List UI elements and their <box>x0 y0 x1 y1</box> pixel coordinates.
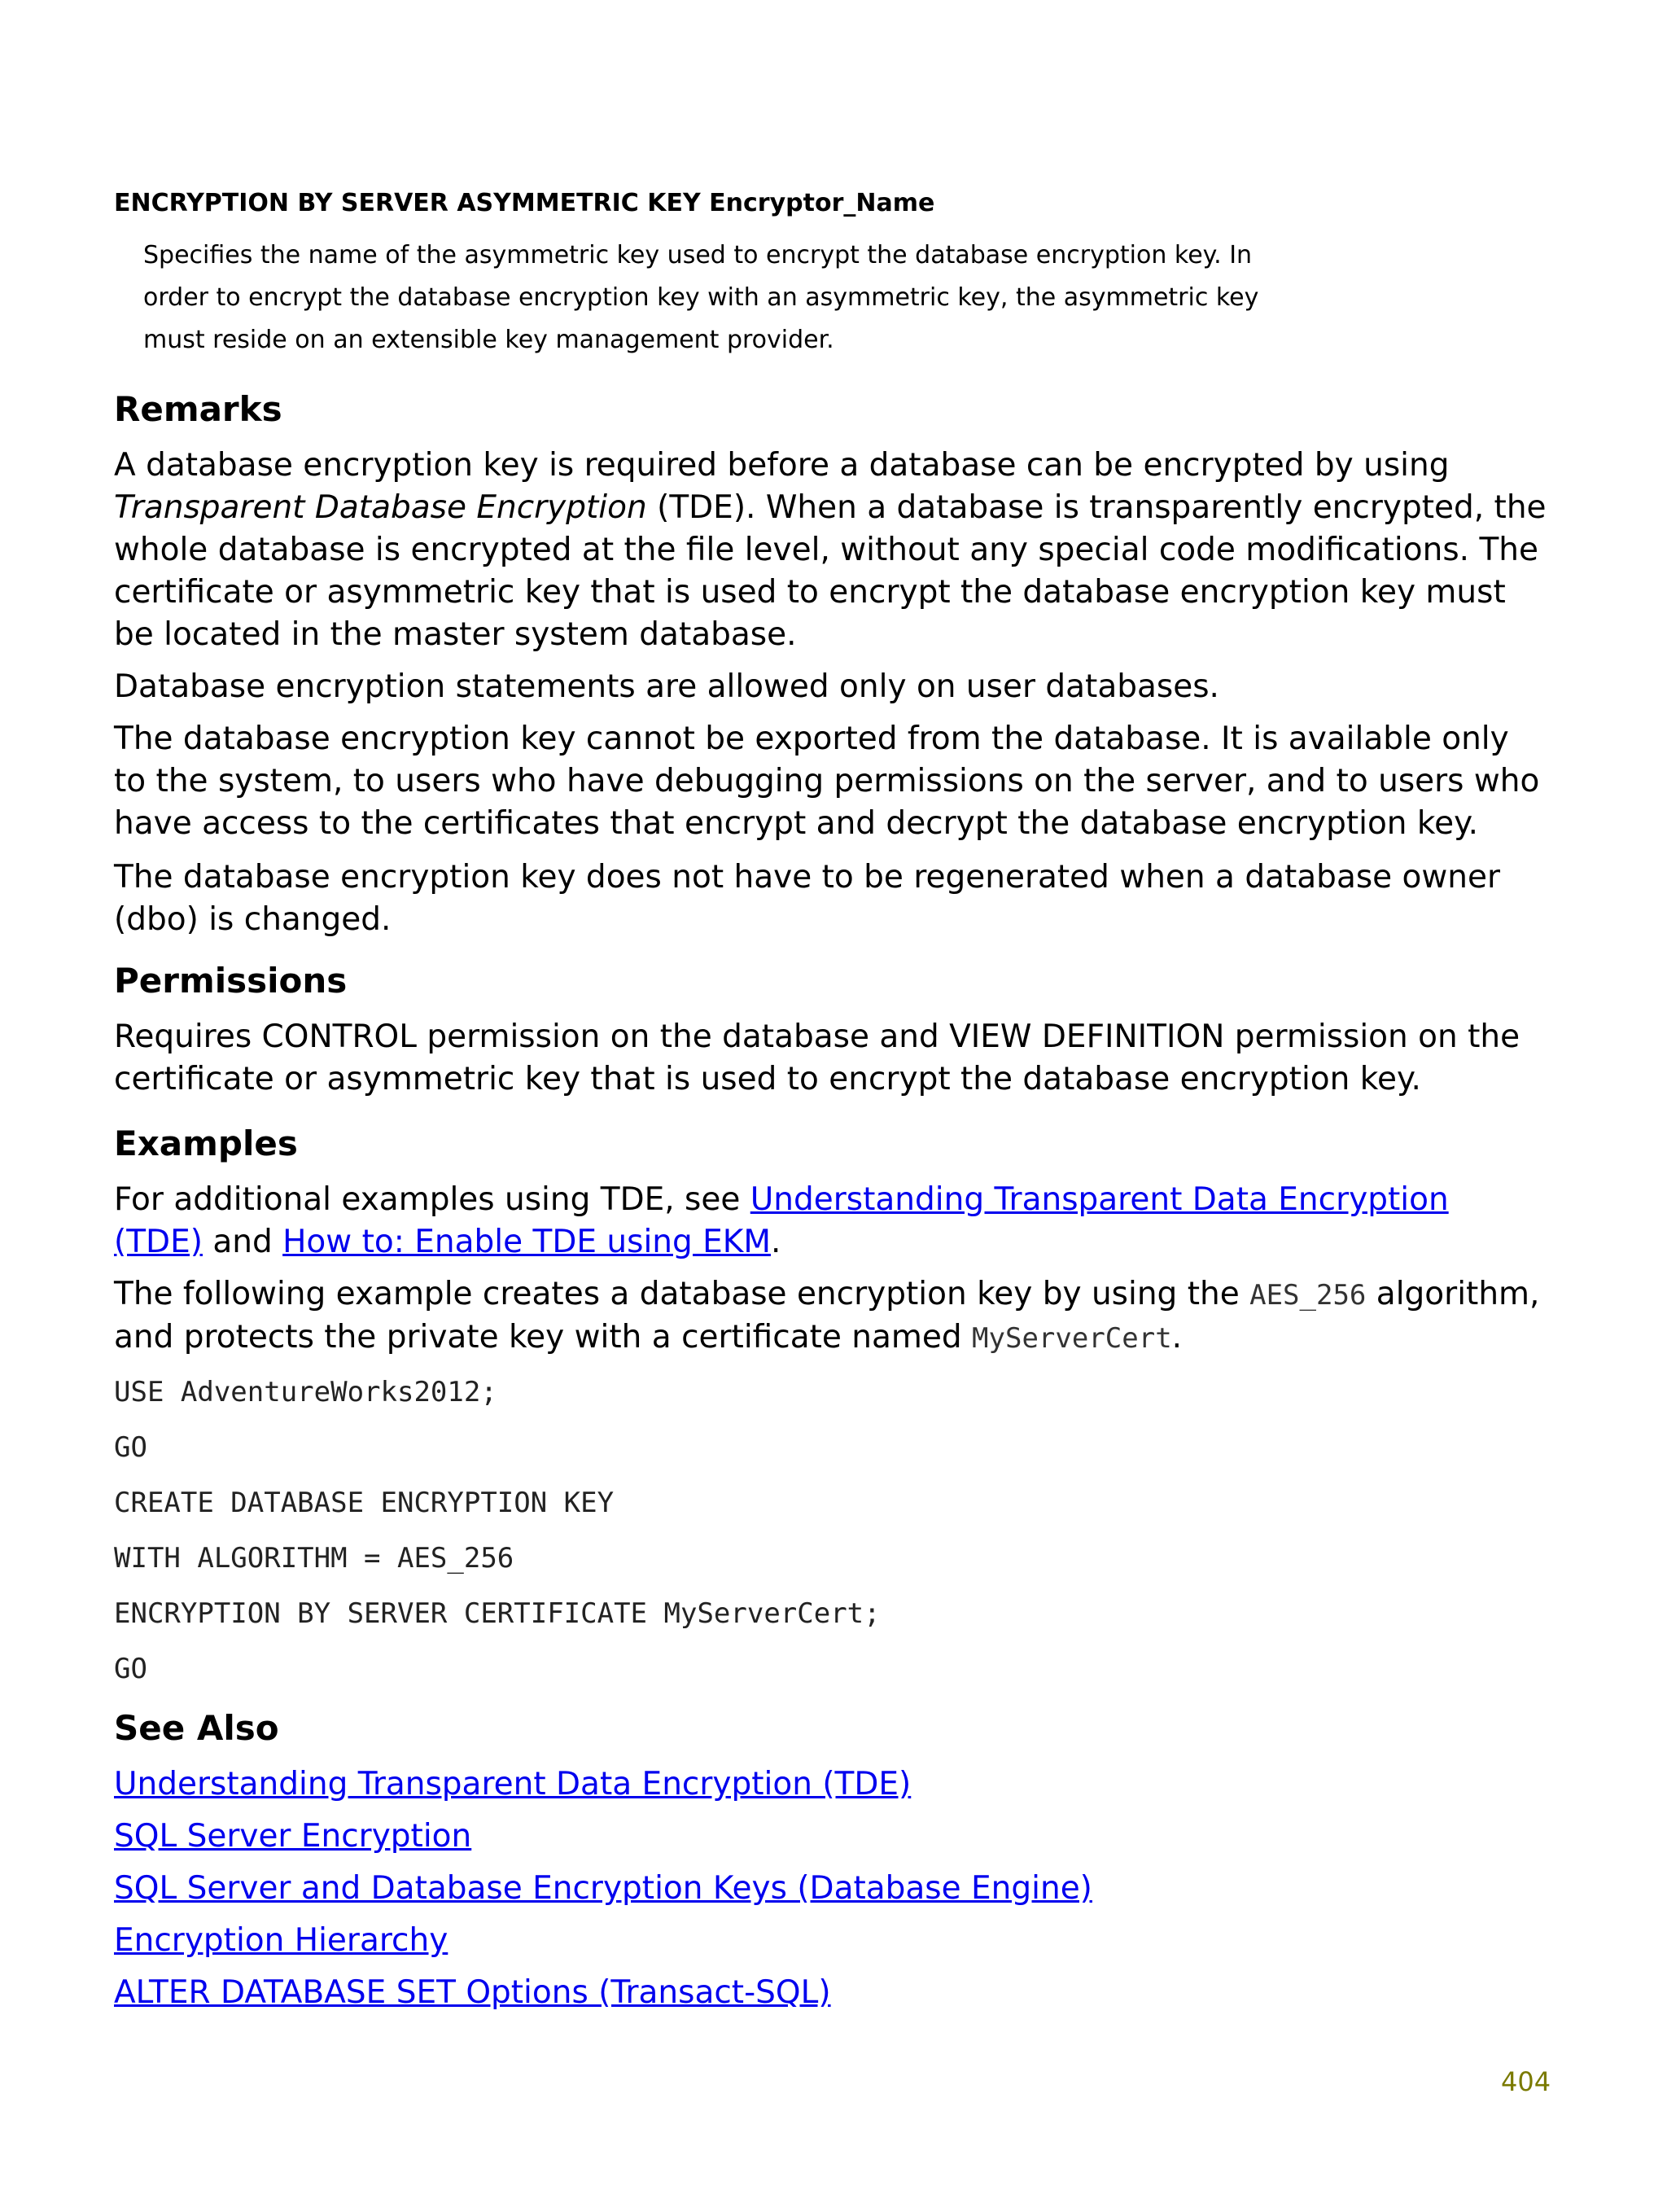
argument-description-line: Specifies the name of the asymmetric key used to encrypt the database encryption key. In <box>143 241 1253 269</box>
page-number: 404 <box>1501 2066 1551 2097</box>
argument-title: ENCRYPTION BY SERVER ASYMMETRIC KEY Encryptor_Name <box>114 189 935 217</box>
enable-tde-ekm-link[interactable]: How to: Enable TDE using EKM <box>282 1224 772 1260</box>
code-line: ENCRYPTION BY SERVER CERTIFICATE MyServerCert; <box>114 1597 881 1630</box>
remarks-paragraph: Database encryption statements are allowed only on user databases. <box>114 668 1219 705</box>
tde-link[interactable]: Understanding Transparent Data Encryption (TDE) <box>114 1181 1449 1260</box>
see-also-link[interactable]: SQL Server and Database Encryption Keys (Database Engine) <box>114 1870 1092 1907</box>
permissions-heading: Permissions <box>114 961 348 1001</box>
argument-description-line: must reside on an extensible key management provider. <box>143 326 834 354</box>
code-line: WITH ALGORITHM = AES_256 <box>114 1542 514 1575</box>
examples-heading: Examples <box>114 1124 298 1163</box>
see-also-link[interactable]: SQL Server Encryption <box>114 1818 472 1855</box>
see-also-link[interactable]: Encryption Hierarchy <box>114 1922 448 1959</box>
examples-paragraph: For additional examples using TDE, see Understanding Transparent Data Encryption (TDE) and How to: Enable TDE using EKM. <box>114 1181 1449 1260</box>
remarks-paragraph: The database encryption key does not have to be regenerated when a database owner (dbo) is changed. <box>114 859 1501 938</box>
examples-paragraph: The following example creates a database encryption key by using the AES_256 algorithm, and protects the private key with a certificate named MyServerCert. <box>114 1276 1540 1356</box>
argument-description-line: order to encrypt the database encryption key with an asymmetric key, the asymmetric key <box>143 283 1259 312</box>
see-also-heading: See Also <box>114 1708 279 1748</box>
code-line: USE AdventureWorks2012; <box>114 1376 497 1408</box>
see-also-link[interactable]: ALTER DATABASE SET Options (Transact-SQL) <box>114 1974 831 2011</box>
permissions-paragraph: Requires CONTROL permission on the database and VIEW DEFINITION permission on the certificate or asymmetric key that is used to encrypt the database encryption key. <box>114 1018 1520 1097</box>
see-also-link[interactable]: Understanding Transparent Data Encryption (TDE) <box>114 1766 912 1802</box>
inline-code: MyServerCert <box>972 1322 1172 1355</box>
code-line: GO <box>114 1653 147 1685</box>
remarks-paragraph: The database encryption key cannot be exported from the database. It is available only to the system, to users who have debugging permissions on the server, and to users who have access to the certificates that encrypt and decrypt the database encryption key. <box>114 721 1540 842</box>
code-line: GO <box>114 1431 147 1464</box>
remarks-heading: Remarks <box>114 389 282 429</box>
inline-code: AES_256 <box>1249 1279 1367 1312</box>
code-line: CREATE DATABASE ENCRYPTION KEY <box>114 1487 615 1519</box>
remarks-paragraph: A database encryption key is required before a database can be encrypted by using Transparent Database Encryption (TDE). When a database is transparently encrypted, the whole database is encrypted at the file level, without any special code modifications. The certificate or asymmetric key that is used to encrypt the database encryption key must be located in the master system database. <box>114 447 1547 653</box>
tde-term: Transparent Database Encryption <box>114 489 647 526</box>
